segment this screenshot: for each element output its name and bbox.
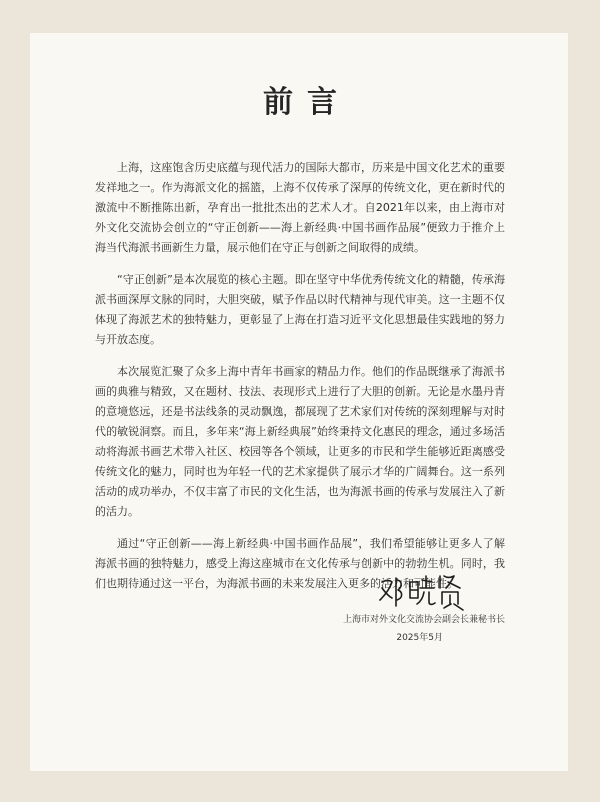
preface-body: [95, 158, 505, 606]
paragraph-closing: 通过“守正创新——海上新经典·中国书画作品展”，我们希望能够让更多人了解海派书画的独特魅力，感受上海这座城市在文化传承与创新中的勃勃生机。同时，我们也期待通过这一平台，为海派书画的未来发展注入更多的活力和可能性。: [95, 537, 505, 590]
paragraph-intro: 上海，这座饱含历史底蕴与现代活力的国际大都市，历来是中国文化艺术的重要发祥地之一。作为海派文化的摇篮，上海不仅传承了深厚的传统文化，更在新时代的激流中不断推陈出新，孕育出一批批杰出的艺术人才。自2021年以来，由上海市对外文化交流协会创立的“守正创新——海上新经典·中国书画作品展”便致力于推介上海当代海派书画新生力量，展示他们在守正与创新之间取得的成绩。: [95, 161, 505, 254]
signature-date: 2025年5月: [396, 633, 443, 643]
handwritten-signature: [370, 568, 470, 616]
signatory-organization: 上海市对外文化交流协会副会长兼秘书长: [342, 615, 505, 625]
paragraph-exhibition: 本次展览汇聚了众多上海中青年书画家的精品力作。他们的作品既继承了海派书画的典雅与精致，又在题材、技法、表现形式上进行了大胆的创新。无论是水墨丹青的意境悠远，还是书法线条的灵动飘逸，都展现了艺术家们对传统的深刻理解与对时代的敏锐洞察。而且，多年来“海上新经典展”始终秉持文化惠民的理念，通过多场活动将海派书画艺术带入社区、校园等各个领域，让更多的市民和学生能够近距离感受传统文化的魅力，同时也为年轻一代的艺术家提供了展示才华的广阔舞台。这一系列活动的成功举办，不仅丰富了市民的文化生活，也为海派书画的传承与发展注入了新的活力。: [95, 365, 505, 518]
page-title: 前言: [263, 85, 351, 120]
paragraph-theme: “守正创新”是本次展览的核心主题。即在坚守中华优秀传统文化的精髓，传承海派书画深厚文脉的同时，大胆突破，赋予作品以时代精神与现代审美。这一主题不仅体现了海派艺术的独特魅力，更彰显了上海在打造习近平文化思想最佳实践地的努力与开放态度。: [95, 273, 505, 346]
